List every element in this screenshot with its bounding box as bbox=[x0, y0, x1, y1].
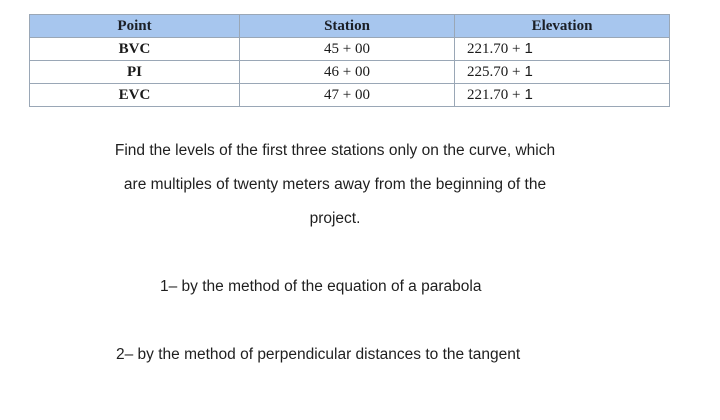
elevation-tail: 1 bbox=[524, 63, 533, 80]
question-line-3: project. bbox=[309, 210, 361, 227]
cell-station: 45 + 00 bbox=[240, 38, 455, 61]
table-row bbox=[30, 38, 670, 61]
cell-station: 47 + 00 bbox=[240, 84, 455, 107]
elevation-value: 221.70 + bbox=[467, 41, 521, 57]
header-elevation: Elevation bbox=[455, 15, 670, 38]
survey-table bbox=[29, 14, 670, 107]
table-header-row bbox=[30, 15, 670, 38]
elevation-value: 225.70 + bbox=[467, 64, 521, 80]
elevation-tail: 1 bbox=[524, 40, 533, 57]
cell-point: PI bbox=[30, 61, 240, 84]
cell-point: BVC bbox=[30, 38, 240, 61]
header-point: Point bbox=[30, 15, 240, 38]
method-parabola: 1– by the method of the equation of a parabola bbox=[160, 278, 482, 295]
cell-elevation bbox=[455, 84, 670, 107]
question-line-1: Find the levels of the first three stations only on the curve, which bbox=[114, 142, 556, 159]
elevation-value: 221.70 + bbox=[467, 87, 521, 103]
survey-table-container bbox=[29, 14, 669, 107]
table-row bbox=[30, 61, 670, 84]
cell-point: EVC bbox=[30, 84, 240, 107]
method-tangent-offsets: 2– by the method of perpendicular distances to the tangent bbox=[116, 346, 521, 363]
question-line-2: are multiples of twenty meters away from the beginning of the bbox=[123, 176, 547, 193]
cell-elevation bbox=[455, 61, 670, 84]
elevation-tail: 1 bbox=[524, 86, 533, 103]
table-row bbox=[30, 84, 670, 107]
header-station: Station bbox=[240, 15, 455, 38]
cell-station: 46 + 00 bbox=[240, 61, 455, 84]
cell-elevation bbox=[455, 38, 670, 61]
